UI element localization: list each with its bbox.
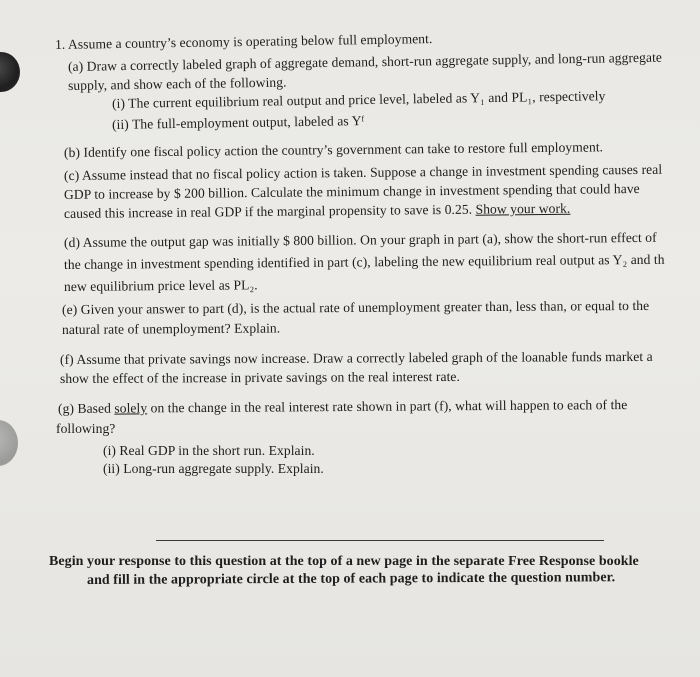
- part-a-line-2: supply, and show each of the following.: [67, 74, 287, 93]
- part-c-line-1: (c) Assume instead that no fiscal policy action is taken. Suppose a change in investment spending causes real: [63, 161, 663, 183]
- question-1-stem: 1. Assume a country’s economy is operating below full employment.: [54, 31, 433, 52]
- show-your-work-text: Show your work.: [475, 200, 571, 217]
- part-a-ii: (ii) The full-employment output, labeled as Yᶠ: [111, 113, 365, 132]
- part-g-i: (i) Real GDP in the short run. Explain.: [103, 443, 315, 458]
- part-g-suffix: on the change in the real interest rate shown in part (f), what will happen to each of the: [147, 397, 628, 416]
- footer-instruction-line-1: Begin your response to this question at the top of a new page in the separate Free Response bookle: [49, 554, 639, 569]
- part-g-line-2: following?: [56, 421, 116, 436]
- part-g-prefix: (g) Based: [57, 400, 115, 416]
- part-c-line-3-text: caused this increase in real GDP if the marginal propensity to save is 0.25.: [63, 201, 473, 221]
- binder-hole-top: [0, 52, 20, 92]
- part-g-ii: (ii) Long-run aggregate supply. Explain.: [103, 461, 324, 476]
- footer-instruction-line-2: and fill in the appropriate circle at the top of each page to indicate the question number.: [86, 570, 616, 588]
- binder-hole-bottom: [0, 420, 18, 466]
- part-e-line-1: (e) Given your answer to part (d), is the actual rate of unemployment greater than, less than, or equal to the: [61, 297, 650, 317]
- part-c-line-2: GDP to increase by $ 200 billion. Calculate the minimum change in investment spending that could have: [63, 180, 640, 202]
- part-c-line-3: [64, 200, 571, 222]
- part-d-line-3: new equilibrium price level as PL₂.: [63, 277, 258, 294]
- part-d-line-2: the change in investment spending identified in part (c), labeling the new equilibrium real output as Y₂ and th: [63, 251, 665, 272]
- part-f-line-1: (f) Assume that private savings now increase. Draw a correctly labeled graph of the loanable funds market a: [59, 348, 653, 367]
- part-d-line-1: (d) Assume the output gap was initially $ 800 billion. On your graph in part (a), show the short-run effect of: [63, 229, 657, 250]
- divider-line: [156, 540, 604, 541]
- part-g-line-1: [58, 396, 627, 417]
- part-a-line-1: (a) Draw a correctly labeled graph of aggregate demand, short-run aggregate supply, and long-run aggregate: [67, 49, 663, 74]
- part-b: (b) Identify one fiscal policy action the country’s government can take to restore full employment.: [63, 139, 604, 160]
- part-e-line-2: natural rate of unemployment? Explain.: [61, 320, 281, 337]
- part-a-i: (i) The current equilibrium real output and price level, labeled as Y₁ and PL₁, respectively: [111, 88, 606, 111]
- part-f-line-2: show the effect of the increase in private savings on the real interest rate.: [59, 368, 460, 386]
- solely-text: solely: [114, 400, 148, 416]
